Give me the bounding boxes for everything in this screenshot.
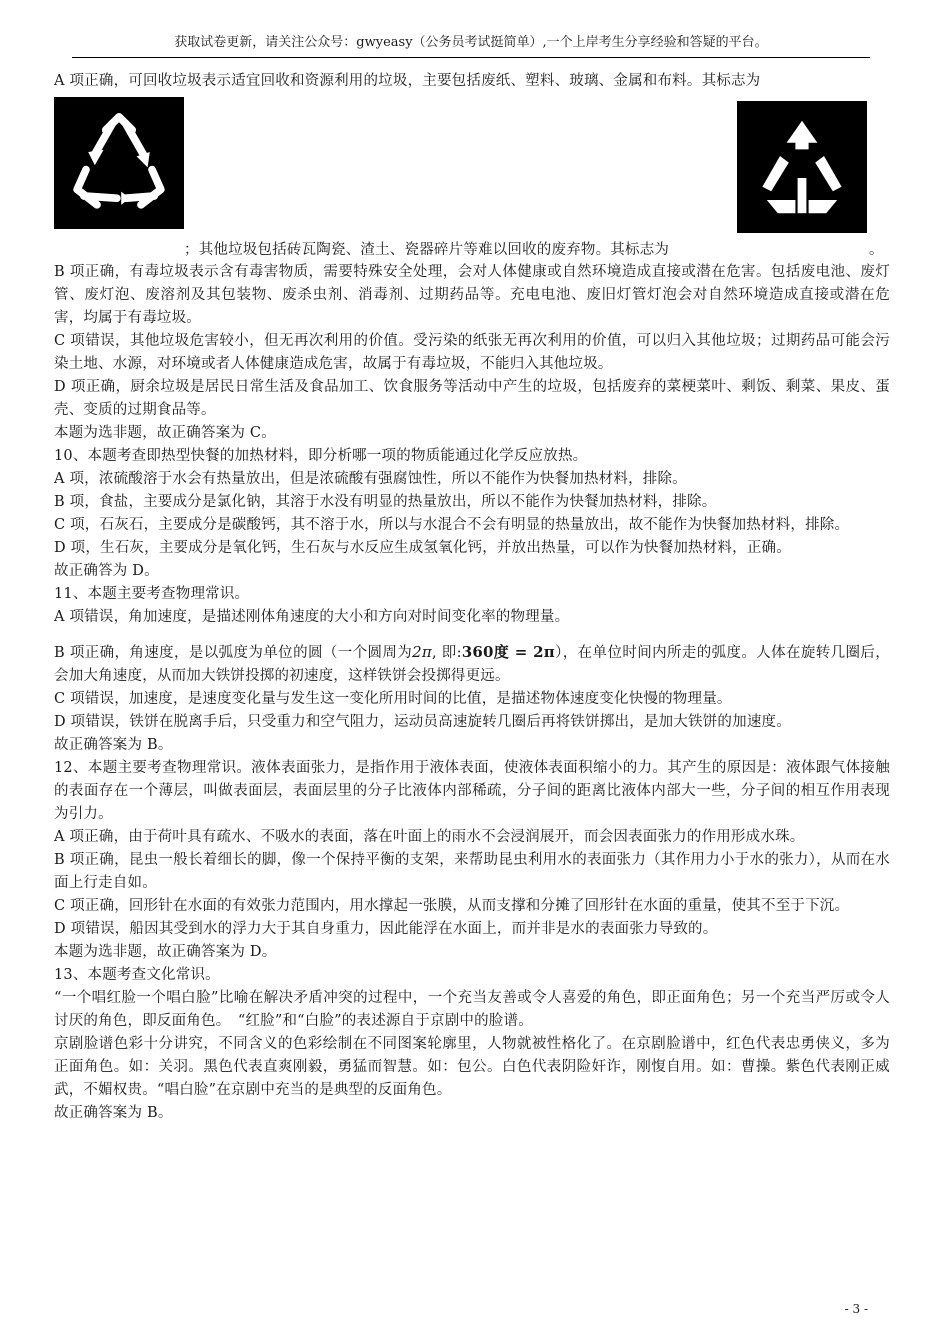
- q11-option-b-text-3: ），在单位时间内所走的弧度。人体在旋转几圈后，会加大角速度，从而加大铁饼投掷的初速度，这样铁饼会投掷得更远。: [54, 645, 891, 684]
- q9-option-a-intro: A 项正确，可回收垃圾表示适宜回收和资源利用的垃圾，主要包括废纸、塑料、玻璃、金属和布料。其标志为: [54, 73, 761, 89]
- q12-title: 12、本题主要考查物理常识。液体表面张力，是指作用于液体表面，使液体表面积缩小的力。其产生的原因是：液体跟气体接触的表面存在一个薄层，叫做表面层，表面层里的分子比液体内部稀疏，分子间的距离比液体内部大一些，分子间的相互作用表现为引力。: [54, 760, 890, 822]
- q11-option-c: C 项错误，加速度，是速度变化量与发生这一变化所用时间的比值，是描述物体速度变化快慢的物理量。: [54, 691, 732, 707]
- q11-option-b-text-1: B 项正确，角速度，是以弧度为单位的圆（一个圆周为: [54, 645, 413, 661]
- q9-option-b: B 项正确，有毒垃圾表示含有毒害物质，需要特殊安全处理，会对人体健康或自然环境造成直接或潜在危害。包括废电池、废灯管、废灯泡、废溶剂及其包装物、废杀虫剂、消毒剂、过期药品等。充电电池、废旧灯管灯泡会对自然环境造成直接或潜在危害，均属于有毒垃圾。: [54, 264, 890, 326]
- header-notice: 获取试卷更新，请关注公众号：gwyeasy（公务员考试挺简单）,一个上岸考生分享经验和答疑的平台。: [72, 34, 870, 58]
- logo-row: [54, 95, 890, 261]
- q12-option-b: B 项正确，昆虫一般长着细长的脚，像一个保持平衡的支架，来帮助昆虫利用水的表面张力（其作用力小于水的张力），从而在水面上行走自如。: [54, 852, 890, 891]
- q13-paragraph-2: 京剧脸谱色彩十分讲究，不同含义的色彩绘制在不同图案轮廓里，人物就被性格化了。在京剧脸谱中，红色代表忠勇侠义，多为正面角色。如：关羽。黑色代表直爽刚毅，勇猛而智慧。如：包公。白色代表阴险奸诈，刚愎自用。如：曹操。紫色代表刚正威武，不媚权贵。“唱白脸”在京剧中充当的是典型的反面角色。: [54, 1036, 890, 1098]
- q11-option-b: [54, 641, 890, 688]
- q11-option-d: D 项错误，铁饼在脱离手后，只受重力和空气阻力，运动员高速旋转几圈后再将铁饼掷出，是加大铁饼的加速度。: [54, 714, 791, 730]
- q11-option-a: A 项错误，角加速度，是描述刚体角速度的大小和方向对时间变化率的物理量。: [54, 609, 570, 625]
- q13-title: 13、本题考查文化常识。: [54, 967, 220, 983]
- q10-title: 10、本题考查即热型快餐的加热材料，即分析哪一项的物质能通过化学反应放热。: [54, 448, 588, 464]
- q11-answer: 故正确答案为 B。: [54, 737, 173, 753]
- q9-option-d: D 项正确，厨余垃圾是居民日常生活及食品加工、饮食服务等活动中产生的垃圾，包括废弃的菜梗菜叶、剩饭、剩菜、果皮、蛋壳、变质的过期食品等。: [54, 379, 890, 418]
- two-pi-formula: 2π: [412, 643, 432, 661]
- q10-option-c: C 项，石灰石，主要成分是碳酸钙，其不溶于水，所以与水混合不会有明显的热量放出，故不能作为快餐加热材料，排除。: [54, 517, 850, 533]
- q10-answer: 故正确答为 D。: [54, 563, 159, 579]
- page-number: - 3 -: [844, 1302, 868, 1316]
- degree-radian-formula: 360度 = 2π: [461, 643, 555, 661]
- q12-option-c: C 项正确，回形针在水面的有效张力范围内，用水撑起一张膜，从而支撑和分摊了回形针在水面的重量，使其不至于下沉。: [54, 898, 850, 914]
- q12-answer: 本题为选非题，故正确答案为 D。: [54, 944, 277, 960]
- q9-option-a-end: 。: [869, 242, 884, 258]
- q13-answer: 故正确答案为 B。: [54, 1105, 173, 1121]
- q11-option-b-text-2: , 即:: [431, 645, 462, 661]
- q9-option-c: C 项错误，其他垃圾危害较小，但无再次利用的价值。受污染的纸张无再次利用的价值，可以归入其他垃圾；过期药品可能会污染土地、水源，对环境或者人体健康造成危害，故属于有毒垃圾，不能归入其他垃圾。: [54, 333, 890, 372]
- q10-option-b: B 项，食盐，主要成分是氯化钠，其溶于水没有明显的热量放出，所以不能作为快餐加热材料，排除。: [54, 494, 717, 510]
- q10-option-d: D 项，生石灰，主要成分是氧化钙，生石灰与水反应生成氢氧化钙，并放出热量，可以作为快餐加热材料，正确。: [54, 540, 791, 556]
- document-body: [54, 70, 890, 1125]
- q10-option-a: A 项，浓硫酸溶于水会有热量放出，但是浓硫酸有强腐蚀性，所以不能作为快餐加热材料，排除。: [54, 471, 687, 487]
- q13-paragraph-1: “一个唱红脸一个唱白脸”比喻在解决矛盾冲突的过程中，一个充当友善或令人喜爱的角色，即正面角色；另一个充当严厉或令人讨厌的角色，即反面角色。 “红脸”和“白脸”的表述源自于京剧中的脸谱。: [54, 990, 890, 1029]
- other-waste-logo-icon: [737, 101, 867, 233]
- q12-option-a: A 项正确，由于荷叶具有疏水、不吸水的表面，落在叶面上的雨水不会浸润展开，而会因表面张力的作用形成水珠。: [54, 829, 805, 845]
- q12-option-d: D 项错误，船因其受到水的浮力大于其自身重力，因此能浮在水面上，而并非是水的表面张力导致的。: [54, 921, 718, 937]
- q9-option-a-mid: ；其他垃圾包括砖瓦陶瓷、渣土、瓷器碎片等难以回收的废弃物。其标志为: [184, 242, 670, 258]
- q9-answer: 本题为选非题，故正确答案为 C。: [54, 425, 276, 441]
- q11-title: 11、本题主要考查物理常识。: [54, 586, 250, 602]
- recyclable-logo-icon: [54, 97, 184, 229]
